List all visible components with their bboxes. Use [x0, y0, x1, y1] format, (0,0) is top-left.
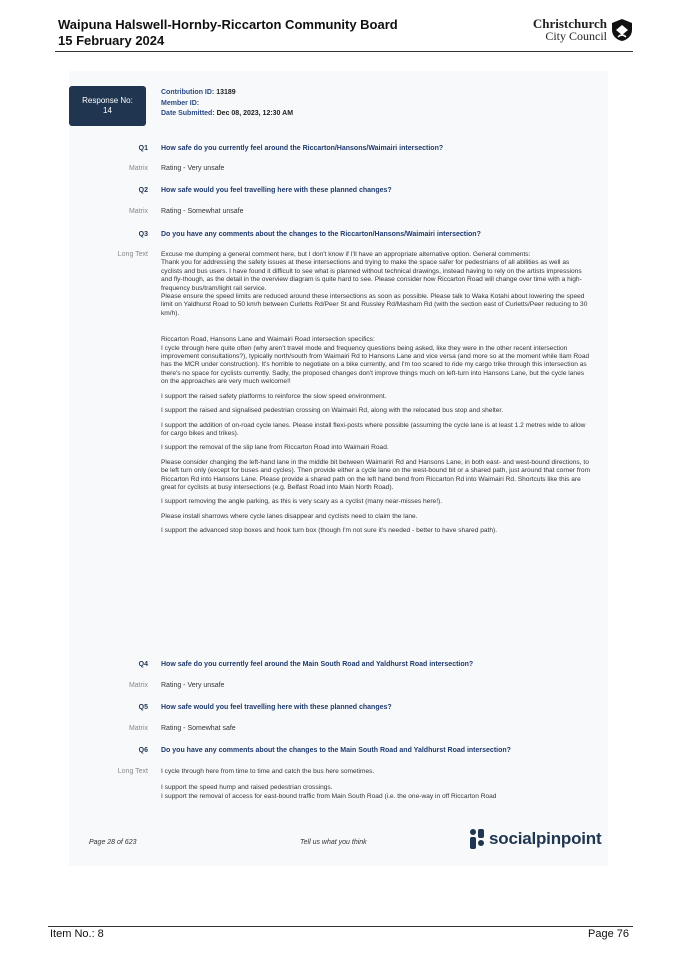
response-number: 14 [103, 106, 112, 115]
answer-text: Rating - Very unsafe [161, 165, 225, 172]
logo-line1: Christchurch [532, 16, 607, 31]
panel-tagline: Tell us what you think [300, 839, 367, 846]
question-text: How safe would you feel travelling here with these planned changes? [161, 704, 392, 711]
question-number: Q4 [138, 661, 148, 668]
council-logo [533, 17, 633, 43]
answer-paragraph: I support removing the angle parking, as this is very scary as a cyclist (many near-misses here!). [161, 498, 443, 506]
contribution-id: 13189 [216, 89, 236, 96]
answer-paragraph: I support the removal of the slip lane from Riccarton Road into Waimairi Road. [161, 444, 389, 452]
answer-text: Rating - Very unsafe [161, 682, 225, 689]
socialpinpoint-logo [469, 828, 601, 850]
question-text: How safe would you feel travelling here with these planned changes? [161, 187, 392, 194]
logo-line2: City Council [545, 29, 607, 43]
contribution-label: Contribution ID: [161, 89, 215, 96]
answer-paragraph: I support the raised safety platforms to reinforce the slow speed environment. [161, 392, 387, 400]
answer-type: Matrix [128, 165, 148, 172]
date-label: Date Submitted: [161, 110, 215, 117]
submission-meta [161, 88, 293, 120]
question-number: Q5 [138, 704, 148, 711]
answer-text: Rating - Somewhat unsafe [161, 208, 244, 215]
question-text: How safe do you currently feel around the Riccarton/Hansons/Waimairi intersection? [161, 145, 444, 152]
item-number: Item No.: 8 [50, 928, 104, 940]
answer-type: Matrix [128, 682, 148, 689]
document-header-title [58, 17, 398, 49]
date-submitted: Dec 08, 2023, 12:30 AM [216, 110, 294, 117]
question-number: Q3 [138, 231, 148, 238]
response-label: Response No: [82, 96, 133, 105]
answer-paragraph-spacer [161, 324, 591, 336]
header-rule [55, 51, 633, 52]
answer-paragraph: Please install sharrows where cycle lanes disappear and cyclists need to claim the lane. [161, 512, 418, 520]
answer-type: Matrix [128, 725, 148, 732]
council-emblem-icon [611, 18, 633, 42]
answer-paragraph: I support the advanced stop boxes and hook turn box (though I'm not sure it's needed - better to have shared path). [161, 527, 498, 535]
answer-type: Matrix [128, 208, 148, 215]
submission-panel [69, 71, 608, 866]
question-text: Do you have any comments about the changes to the Riccarton/Hansons/Waimairi intersection? [161, 231, 481, 238]
response-badge [69, 86, 146, 126]
long-text-answer-q3 [161, 251, 591, 542]
page-number: Page 76 [588, 928, 629, 940]
question-text: How safe do you currently feel around the Main South Road and Yaldhurst Road intersection? [161, 661, 474, 668]
answer-paragraph: Please consider changing the left-hand lane in the middle bit between Waimariri Rd and Hansons Lane, in both east- and west-bound directions, to be left turn only (except for buses and cycles). Then provide either a cycle lane on the west-bound bit or a shared path, just around that corner from Riccarton Rd into Hansons Lane. Please provide a shared path on the left hand bend from Riccarton Rd into Waimairi Rd. Shortcuts like this are great for cyclists at busy intersections (e.g. Belfast Road into Main North Road). [161, 458, 591, 491]
footer-rule [48, 926, 633, 927]
board-name: Waipuna Halswell-Hornby-Riccarton Community Board [58, 17, 398, 32]
long-text-answer-q6 [161, 768, 591, 807]
answer-paragraph: Riccarton Road, Hansons Lane and Waimairi Road intersection specifics: I cycle through here quite often (why aren't travel mode and frequency questions being asked, like they were in the other recent intersection improvement consultations?), typically north/south from Waimairi Rd to Hansons Lane and vice versa (and more so at the moment while Ilam Road has the MCR under construction). It's horrible to negotiate on a bike currently, and I'm too scared to ride my cargo trike through this intersection as there's no space for cyclists currently. Sadly, the proposed changes don't improve things much on left-turn into Hansons Lane, but the cycle lanes on the approaches are very much welcome!! [161, 336, 590, 386]
question-number: Q2 [138, 187, 148, 194]
answer-paragraph: I cycle through here from time to time and catch the bus here sometimes. [161, 768, 375, 775]
answer-paragraph: I support the addition of on-road cycle lanes. Please install flexi-posts where possible (assuming the cycle lane is at least 1.2 metres wide to allow for cargo bikes and trikes). [161, 421, 586, 437]
answer-paragraph: I support the raised and signalised pedestrian crossing on Waimairi Rd, along with the relocated bus stop and shelter. [161, 407, 504, 415]
socialpinpoint-wordmark: socialpinpoint [489, 829, 602, 848]
answer-type: Long Text [117, 251, 148, 258]
answer-text: Rating - Somewhat safe [161, 725, 236, 732]
member-label: Member ID: [161, 99, 200, 107]
answer-paragraph: I support the speed hump and raised pedestrian crossings. I support the removal of access for east-bound traffic from Main South Road (i.e. the one-way in off Riccarton Road [161, 784, 497, 800]
meeting-date: 15 February 2024 [58, 33, 165, 48]
question-text: Do you have any comments about the changes to the Main South Road and Yaldhurst Road intersection? [161, 747, 511, 754]
answer-paragraph: Excuse me dumping a general comment here, but I don't know if I'll have an appropriate alternative option. General comments: Thank you for addressing the safety issues at these intersections and trying to make the space safer for pedestrians of all abilities as well as cyclists and bus users. I have found it difficult to see what is planned without technical drawings, instead having to rely on the artists impressions and fly-though, as the detail in the overview diagram is quite hard to see. Please consider how Riccarton Road will change over time with a high-frequency bus/tram/light rail service. Please ensure the speed limits are reduced around these intersections as soon as possible. Please talk to Waka Kotahi about lowering the speed limit on Yaldhurst Road to 50 km/h between Curletts Rd/Peer St and Russley Rd/Masham Rd (with the section east of Curletts/Peer reducing to 30 km/h). [161, 251, 588, 317]
question-number: Q1 [138, 145, 148, 152]
question-number: Q6 [138, 747, 148, 754]
socialpinpoint-mark-icon [469, 828, 485, 850]
answer-type: Long Text [117, 768, 148, 775]
panel-page-count: Page 28 of 623 [89, 839, 137, 846]
